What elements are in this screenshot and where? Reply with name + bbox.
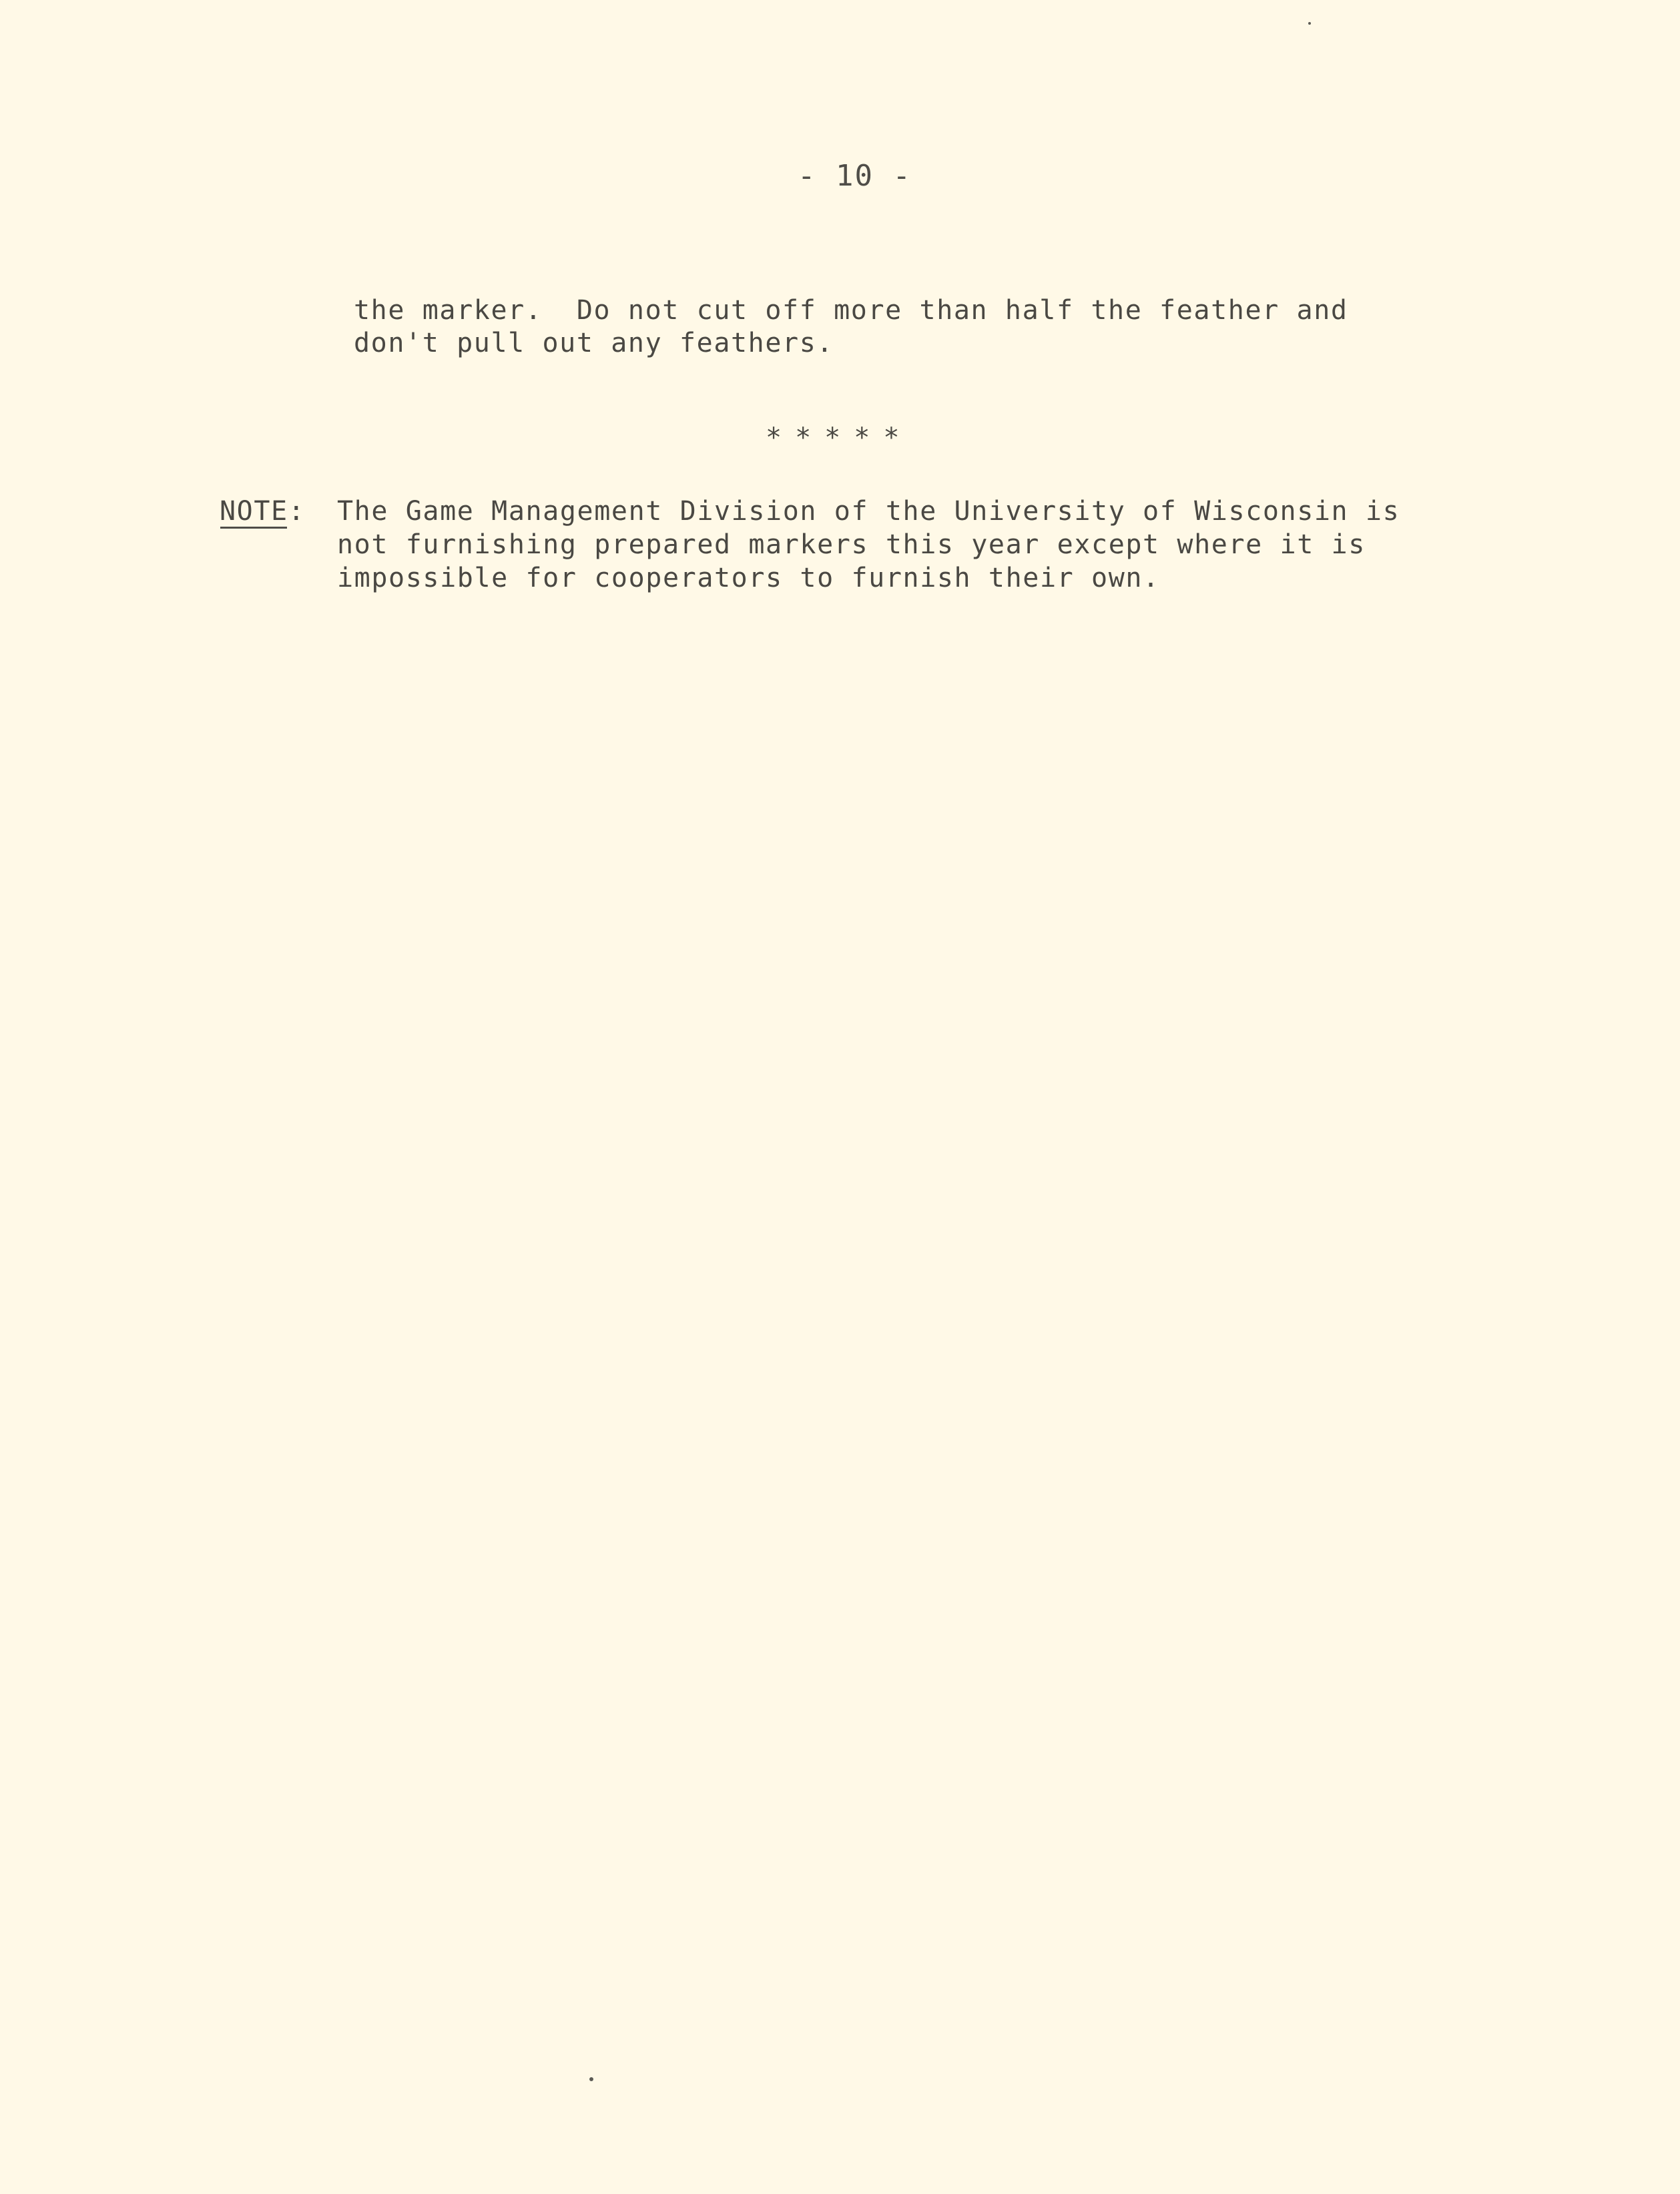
- continuation-line-1: the marker. Do not cut off more than half the feather and: [354, 295, 1348, 326]
- note-line-2: not furnishing prepared markers this year except where it is: [337, 529, 1366, 560]
- note-label-underline: [220, 527, 287, 529]
- paper-speck: [1308, 22, 1311, 25]
- page-number: - 10 -: [798, 159, 912, 193]
- note-label-row: [220, 495, 305, 527]
- note-colon: :: [288, 496, 306, 527]
- paper-speck: [589, 2077, 593, 2081]
- note-line-3: impossible for cooperators to furnish their own.: [337, 563, 1160, 593]
- section-separator: *****: [766, 423, 913, 453]
- note-line-1: The Game Management Division of the University of Wisconsin is: [337, 496, 1400, 527]
- note-label: NOTE: [220, 496, 288, 527]
- continuation-line-2: don't pull out any feathers.: [354, 328, 834, 358]
